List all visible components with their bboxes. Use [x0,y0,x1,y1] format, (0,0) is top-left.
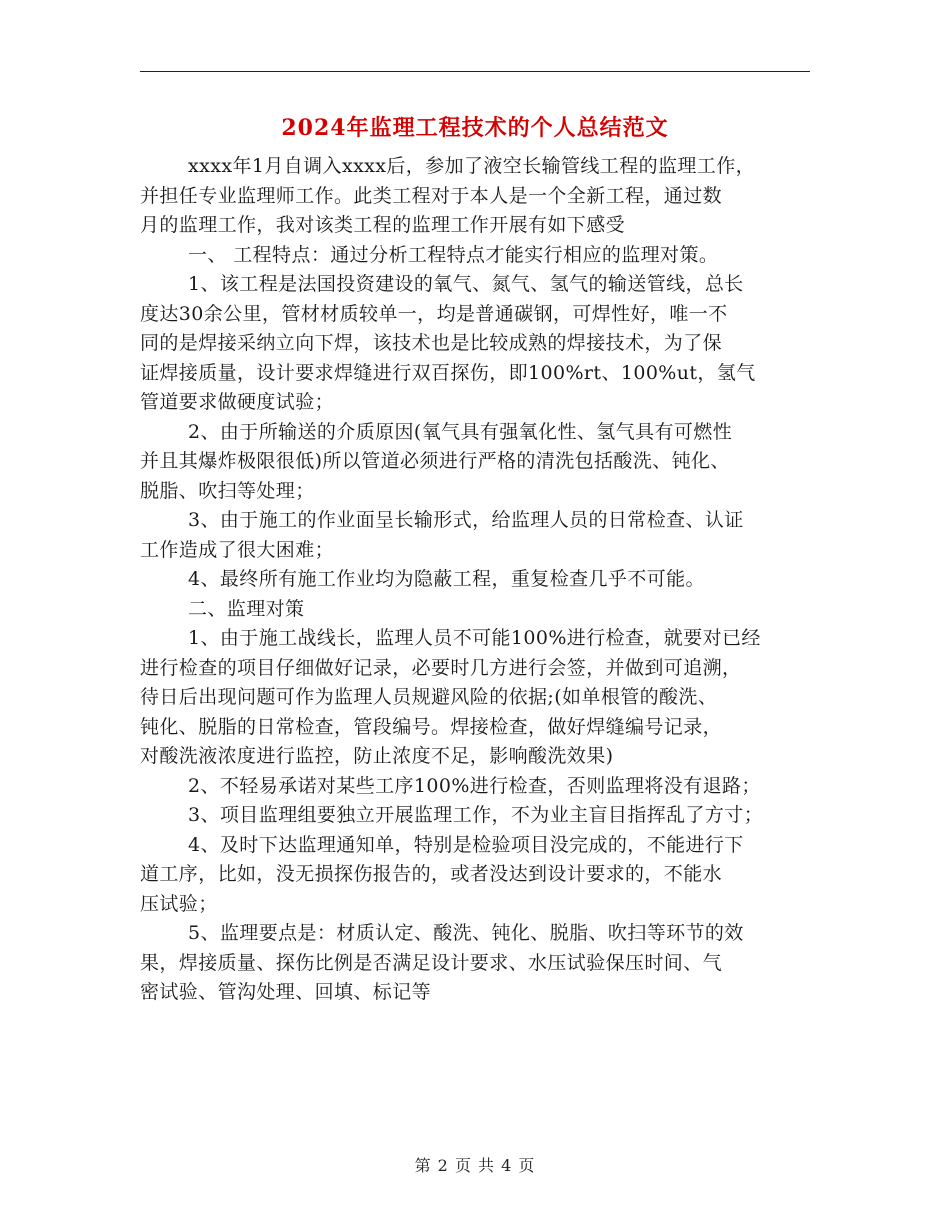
body-line: 2、不轻易承诺对某些工序100%进行检查，否则监理将没有退路； [188,774,761,797]
body-line: 果，焊接质量、探伤比例是否满足设计要求、水压试验保压时间、气 [140,951,723,974]
header-rule [140,71,810,72]
page-number-label: 第 2 页 共 4 页 [414,1156,536,1175]
body-line: 并担任专业监理师工作。此类工程对于本人是一个全新工程，通过数 [140,184,723,207]
body-line: 同的是焊接采纳立向下焊，该技术也是比较成熟的焊接技术，为了保 [140,332,723,354]
body-line: 压试验； [140,892,218,915]
body-line: xxxx年1月自调入xxxx后，参加了液空长输管线工程的监理工作， [188,155,756,177]
body-line: 对酸洗液浓度进行监控，防止浓度不足，影响酸洗效果) [140,745,614,767]
body-line: 4、最终所有施工作业均为隐蔽工程，重复检查几乎不可能。 [188,568,705,590]
body-line: 证焊接质量，设计要求焊缝进行双百探伤，即100%rt、100%ut，氢气 [140,361,756,384]
body-line: 道工序，比如，没无损探伤报告的，或者没达到设计要求的，不能水 [140,863,723,885]
body-line: 密试验、管沟处理、回填、标记等 [140,981,432,1003]
body-line: 管道要求做硬度试验； [140,391,335,413]
body-line: 1、该工程是法国投资建设的氧气、氮气、氢气的输送管线，总长 [188,273,744,295]
body-line: 5、监理要点是：材质认定、酸洗、钝化、脱脂、吹扫等环节的效 [188,922,744,944]
body-line: 4、及时下达监理通知单，特别是检验项目没完成的，不能进行下 [188,833,744,856]
body-line: 度达30余公里，管材材质较单一，均是普通碳钢，可焊性好，唯一不 [140,302,728,325]
body-line: 钝化、脱脂的日常检查，管段编号。焊接检查，做好焊缝编号记录， [140,715,723,738]
body-line: 1、由于施工战线长，监理人员不可能100%进行检查，就要对已经 [188,627,761,649]
section-heading-2: 二、监理对策 [188,597,305,620]
page-footer [0,1153,950,1176]
body-line: 工作造成了很大困难； [140,538,335,561]
body-line: 3、由于施工的作业面呈长输形式，给监理人员的日常检查、认证 [188,509,744,531]
body-line: 3、项目监理组要独立开展监理工作，不为业主盲目指挥乱了方寸； [188,804,764,826]
document-body [140,152,820,1008]
body-line: 脱脂、吹扫等处理； [140,479,315,502]
document-title: 2024年监理工程技术的个人总结范文 [281,115,669,141]
body-line: 并且其爆炸极限很低)所以管道必须进行严格的清洗包括酸洗、钝化、 [140,450,730,472]
body-line: 2、由于所输送的介质原因(氧气具有强氧化性、氢气具有可燃性 [188,420,733,443]
body-line: 待日后出现问题可作为监理人员规避风险的依据;(如单根管的酸洗、 [140,686,718,708]
section-heading-1: 一、 工程特点：通过分析工程特点才能实行相应的监理对策。 [188,243,719,266]
body-line: 进行检查的项目仔细做好记录，必要时几方进行会签，并做到可追溯， [140,656,742,679]
body-line: 月的监理工作，我对该类工程的监理工作开展有如下感受 [140,214,626,236]
